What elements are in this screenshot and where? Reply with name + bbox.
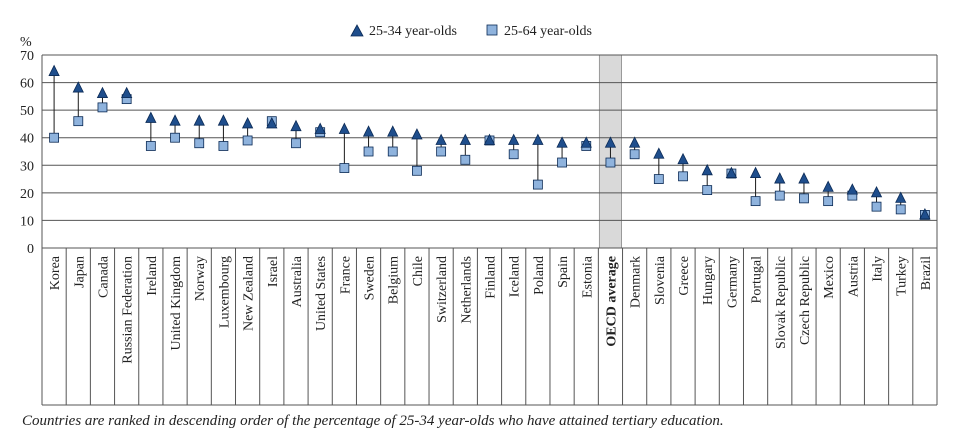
category-label: Russian Federation xyxy=(120,256,136,364)
y-tick-label: 50 xyxy=(20,104,34,120)
marker-25-34-iceland xyxy=(509,134,519,144)
marker-25-64-ireland xyxy=(146,141,155,150)
marker-25-34-new-zealand xyxy=(243,118,253,128)
category-label: Sweden xyxy=(362,256,378,301)
y-tick-label: 40 xyxy=(20,131,34,147)
marker-25-34-belgium xyxy=(388,126,398,136)
marker-25-34-japan xyxy=(73,82,83,92)
category-label: Norway xyxy=(193,256,209,302)
marker-25-34-denmark xyxy=(630,137,640,147)
marker-25-64-luxembourg xyxy=(219,141,228,150)
marker-25-64-slovenia xyxy=(654,175,663,184)
category-label: Austria xyxy=(846,256,862,298)
marker-25-64-czech-republic xyxy=(799,194,808,203)
plot-area xyxy=(20,49,937,405)
marker-25-34-norway xyxy=(194,115,204,125)
marker-25-64-portugal xyxy=(751,197,760,206)
marker-25-64-france xyxy=(340,164,349,173)
category-label: Denmark xyxy=(628,256,644,309)
legend-item-25-64 xyxy=(487,24,592,39)
category-label: Portugal xyxy=(749,256,765,304)
y-tick-label: 30 xyxy=(20,159,34,175)
category-label: Germany xyxy=(725,256,741,309)
marker-25-34-united-kingdom xyxy=(170,115,180,125)
category-label: Japan xyxy=(72,256,88,288)
legend-label-25-34: 25-34 year-olds xyxy=(369,24,457,39)
category-label: Netherlands xyxy=(459,255,475,324)
category-label: Luxembourg xyxy=(217,256,233,329)
category-label: United States xyxy=(314,256,330,332)
marker-25-34-korea xyxy=(49,66,59,76)
marker-25-64-slovak-republic xyxy=(775,191,784,200)
marker-25-64-italy xyxy=(872,202,881,211)
marker-25-34-hungary xyxy=(702,165,712,175)
category-label: New Zealand xyxy=(241,255,257,332)
category-label: Hungary xyxy=(701,256,717,305)
marker-25-34-poland xyxy=(533,134,543,144)
category-label: Chile xyxy=(410,256,426,287)
marker-25-64-denmark xyxy=(630,150,639,159)
y-tick-label: 10 xyxy=(20,214,34,230)
marker-25-64-canada xyxy=(98,103,107,112)
marker-25-64-korea xyxy=(50,133,59,142)
category-label: Slovenia xyxy=(652,256,668,305)
marker-25-64-australia xyxy=(291,139,300,148)
marker-25-64-new-zealand xyxy=(243,136,252,145)
category-label: Czech Republic xyxy=(797,256,813,346)
category-label: France xyxy=(338,256,354,295)
marker-25-34-austria xyxy=(847,184,857,194)
category-label: OECD average xyxy=(604,256,620,347)
category-label: Korea xyxy=(48,256,64,291)
marker-25-64-chile xyxy=(412,166,421,175)
category-label: Switzerland xyxy=(435,255,451,323)
category-label: United Kingdom xyxy=(169,255,185,351)
legend xyxy=(351,24,592,39)
marker-25-34-russian-federation xyxy=(122,88,132,98)
marker-25-64-united-kingdom xyxy=(171,133,180,142)
marker-25-34-canada xyxy=(97,88,107,98)
marker-25-34-luxembourg xyxy=(218,115,228,125)
marker-25-34-portugal xyxy=(751,168,761,178)
category-label: Poland xyxy=(531,256,547,295)
marker-25-64-oecd-average xyxy=(606,158,615,167)
category-label: Italy xyxy=(870,256,886,282)
marker-25-34-ireland xyxy=(146,112,156,122)
marker-25-34-netherlands xyxy=(460,134,470,144)
category-label: Spain xyxy=(556,256,572,288)
marker-25-34-switzerland xyxy=(436,134,446,144)
y-tick-label: 20 xyxy=(20,186,34,202)
legend-label-25-64: 25-64 year-olds xyxy=(504,24,592,39)
category-label: Turkey xyxy=(894,256,910,296)
marker-25-34-mexico xyxy=(823,181,833,191)
marker-25-64-japan xyxy=(74,117,83,126)
category-label: Brazil xyxy=(918,256,934,291)
category-label: Mexico xyxy=(822,256,838,299)
marker-25-64-netherlands xyxy=(461,155,470,164)
marker-25-64-greece xyxy=(679,172,688,181)
marker-25-34-slovak-republic xyxy=(775,173,785,183)
category-label: Belgium xyxy=(386,256,402,305)
category-label: Slovak Republic xyxy=(773,256,789,349)
y-axis-unit-label: % xyxy=(20,35,32,50)
marker-25-64-belgium xyxy=(388,147,397,156)
legend-item-25-34 xyxy=(351,24,457,39)
marker-25-64-spain xyxy=(558,158,567,167)
marker-25-34-slovenia xyxy=(654,148,664,158)
marker-25-64-iceland xyxy=(509,150,518,159)
marker-25-34-czech-republic xyxy=(799,173,809,183)
marker-25-34-sweden xyxy=(364,126,374,136)
marker-25-34-spain xyxy=(557,137,567,147)
category-label: Estonia xyxy=(580,256,596,298)
marker-25-64-mexico xyxy=(824,197,833,206)
category-label: Australia xyxy=(289,256,305,308)
category-label: Iceland xyxy=(507,256,523,298)
marker-25-34-italy xyxy=(872,187,882,197)
legend-triangle-marker xyxy=(351,25,363,36)
marker-25-64-hungary xyxy=(703,186,712,195)
category-label: Canada xyxy=(96,256,112,298)
legend-square-marker xyxy=(487,25,497,35)
category-label: Ireland xyxy=(144,256,160,296)
marker-25-64-sweden xyxy=(364,147,373,156)
marker-25-64-turkey xyxy=(896,205,905,214)
category-label: Finland xyxy=(483,256,499,299)
marker-25-34-chile xyxy=(412,129,422,139)
marker-25-34-turkey xyxy=(896,192,906,202)
marker-25-64-norway xyxy=(195,139,204,148)
marker-25-34-france xyxy=(339,123,349,133)
category-label: Greece xyxy=(677,256,693,296)
y-tick-label: 0 xyxy=(27,242,34,257)
y-tick-label: 60 xyxy=(20,76,34,92)
footnote: Countries are ranked in descending order of the percentage of 25-34 year-olds who have attained tertiary education. xyxy=(22,413,724,429)
marker-25-64-poland xyxy=(533,180,542,189)
marker-25-34-australia xyxy=(291,121,301,131)
category-label: Israel xyxy=(265,256,281,288)
marker-25-34-greece xyxy=(678,154,688,164)
marker-25-64-switzerland xyxy=(437,147,446,156)
y-tick-label: 70 xyxy=(20,49,34,64)
